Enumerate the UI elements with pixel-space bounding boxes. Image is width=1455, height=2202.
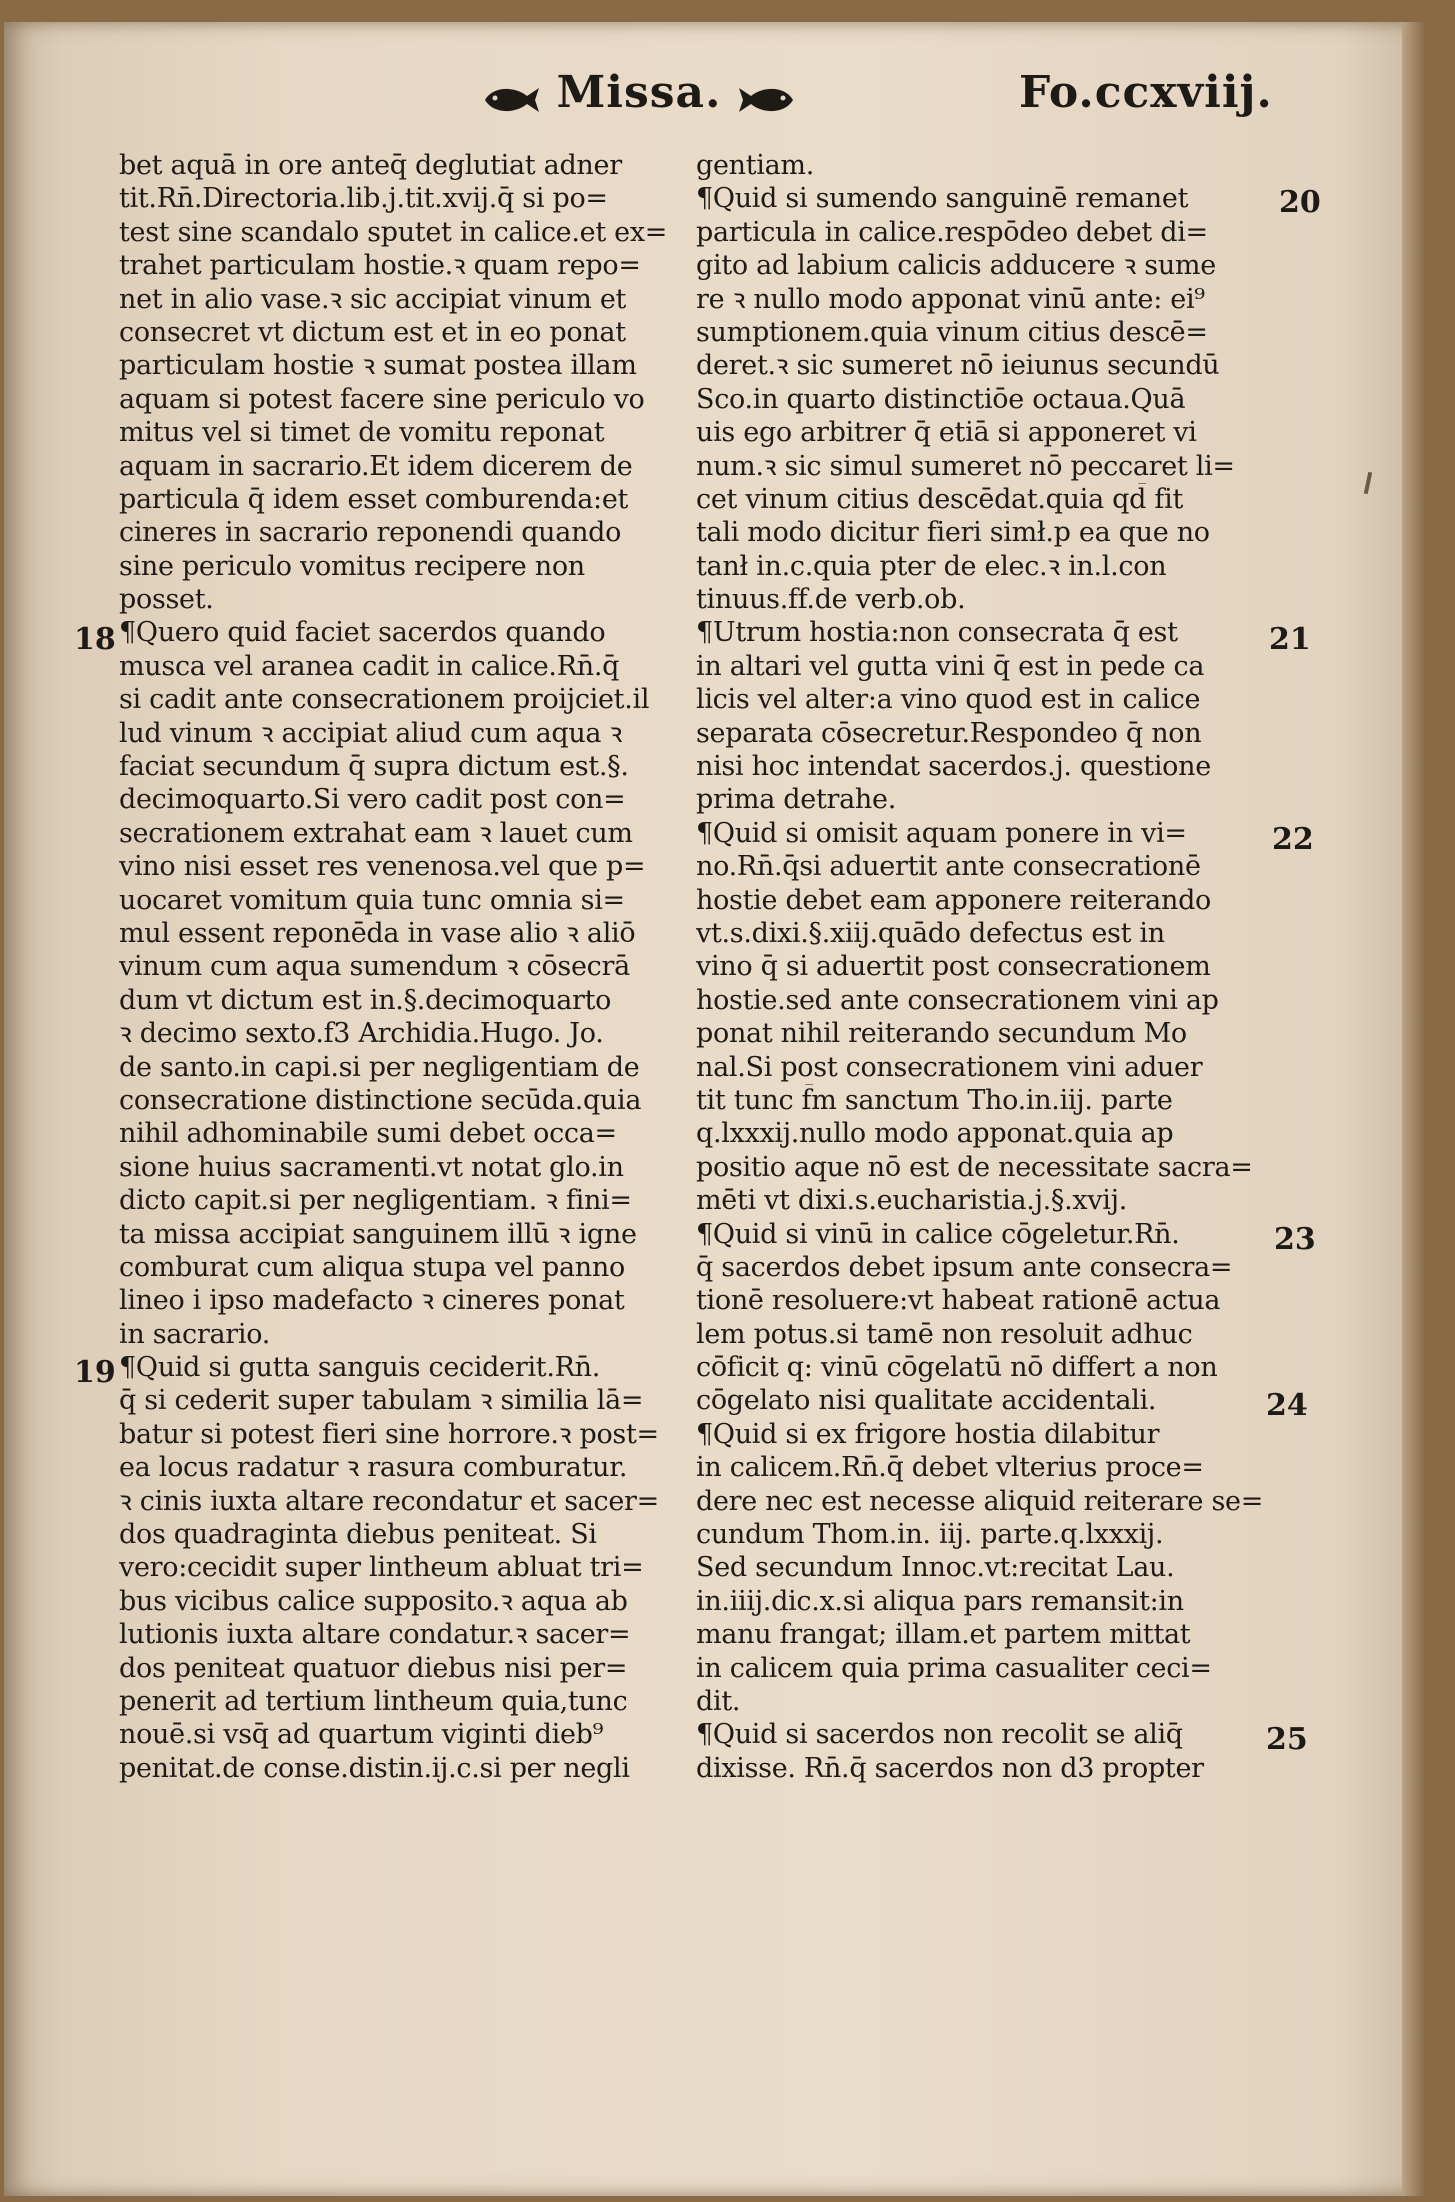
text-line: tionē resoluere:vt habeat rationē actua <box>696 1285 1221 1317</box>
text-line: gentiam. <box>696 150 815 181</box>
ink-mark <box>1364 472 1372 494</box>
text-line: vero:cecidit super lintheum abluat tri= <box>119 1552 644 1584</box>
text-line: dos quadraginta diebus peniteat. Si <box>119 1519 597 1551</box>
text-line: lud vinum ꝛ accipiat aliud cum aqua ꝛ <box>119 717 623 749</box>
left-fish-ornament-icon <box>481 78 543 114</box>
text-line: mitus vel si timet de vomitu reponat <box>119 417 605 449</box>
text-line: penitat.de conse.distin.ij.c.si per negli <box>119 1752 630 1784</box>
text-line: Sco.in quarto distinctiōe octaua.Quā <box>696 383 1186 415</box>
text-line: hostie.sed ante consecrationem vini ap <box>696 984 1219 1016</box>
text-line: sumptionem.quia vinum citius descē= <box>696 316 1208 348</box>
text-line: hostie debet eam apponere reiterando <box>696 884 1212 916</box>
text-line: dos peniteat quatuor diebus nisi per= <box>119 1652 628 1684</box>
text-line: ¶Quero quid faciet sacerdos quando <box>119 617 606 649</box>
text-line: dum vt dictum est in.§.decimoquarto <box>119 984 612 1016</box>
text-line: Sed secundum Innoc.vt:recitat Lau. <box>696 1552 1175 1584</box>
text-line: sine periculo vomitus recipere non <box>119 550 585 582</box>
text-line: de santo.in capi.si per negligentiam de <box>119 1051 640 1083</box>
text-line: lem potus.si tamē non resoluit adhuc <box>696 1318 1193 1350</box>
text-line: tit.Rn̄.Directoria.lib.j.tit.xvij.q̄ si po= <box>119 183 608 215</box>
text-line: faciat secundum q̄ supra dictum est.§. <box>119 751 629 783</box>
text-line: in sacrario. <box>119 1318 270 1350</box>
text-line: dicto capit.si per negligentiam. ꝛ fini= <box>119 1185 632 1217</box>
left-text-column <box>119 149 689 1785</box>
text-line: aquam si potest facere sine periculo vo <box>119 383 645 415</box>
text-line: ponat nihil reiterando secundum Mo <box>696 1018 1187 1050</box>
text-line: prima detrahe. <box>696 784 896 816</box>
text-line: nisi hoc intendat sacerdos.j. questione <box>696 751 1211 783</box>
text-line: dit. <box>696 1685 741 1717</box>
text-line: mēti vt dixi.s.eucharistia.j.§.xvij. <box>696 1185 1127 1217</box>
section-number-24: 24 <box>1266 1388 1308 1423</box>
text-line: licis vel alter:a vino quod est in calice <box>696 684 1201 716</box>
text-line: tit tunc f̄m sanctum Tho.in.iij. parte <box>696 1084 1173 1116</box>
text-line: ꝛ decimo sexto.f3 Archidia.Hugo. Jo. <box>119 1018 604 1050</box>
text-line: consecret vt dictum est et in eo ponat <box>119 316 626 348</box>
text-line: particula in calice.respōdeo debet di= <box>696 216 1208 248</box>
text-line: dere nec est necesse aliquid reiterare se= <box>696 1485 1264 1517</box>
text-line: lutionis iuxta altare condatur.ꝛ sacer= <box>119 1619 631 1651</box>
text-line: deret.ꝛ sic sumeret nō ieiunus secundū <box>696 350 1220 382</box>
text-line: ¶Quid si sumendo sanguinē remanet <box>696 183 1189 215</box>
text-line: decimoquarto.Si vero cadit post con= <box>119 784 626 816</box>
text-line: q̄ sacerdos debet ipsum ante consecra= <box>696 1251 1233 1283</box>
section-number-22: 22 <box>1272 822 1314 857</box>
text-line: cundum Thom.in. iij. parte.q.lxxxij. <box>696 1519 1164 1551</box>
text-line: gito ad labium calicis adducere ꝛ sume <box>696 250 1216 282</box>
text-line: ¶Quid si ex frigore hostia dilabitur <box>696 1418 1160 1450</box>
section-number-20: 20 <box>1279 185 1321 220</box>
section-number-21: 21 <box>1269 622 1311 657</box>
text-line: comburat cum aliqua stupa vel panno <box>119 1251 625 1283</box>
book-page <box>4 22 1424 2196</box>
text-line: uis ego arbitrer q̄ etiā si apponeret vi <box>696 417 1197 449</box>
text-line: uocaret vomitum quia tunc omnia si= <box>119 884 625 916</box>
section-number-25: 25 <box>1266 1722 1308 1757</box>
text-line: q.lxxxij.nullo modo apponat.quia ap <box>696 1118 1174 1150</box>
text-line: cōgelato nisi qualitate accidentali. <box>696 1385 1157 1417</box>
text-line: posset. <box>119 584 214 616</box>
text-line: ¶Quid si sacerdos non recolit se aliq̄ <box>696 1719 1183 1751</box>
text-line: no.Rn̄.q̄si aduertit ante consecrationē <box>696 851 1201 883</box>
text-line: secrationem extrahat eam ꝛ lauet cum <box>119 817 633 849</box>
text-line: q̄ si cederit super tabulam ꝛ similia lā= <box>119 1385 644 1417</box>
text-line: cineres in sacrario reponendi quando <box>119 517 622 549</box>
text-line: re ꝛ nullo modo apponat vinū ante: ei⁹ <box>696 283 1205 315</box>
page-header <box>4 67 1424 147</box>
text-line: vt.s.dixi.§.xiij.quādo defectus est in <box>696 917 1165 949</box>
text-line: penerit ad tertium lintheum quia,tunc <box>119 1685 628 1717</box>
text-line: vino q̄ si aduertit post consecrationem <box>696 951 1211 983</box>
text-line: ea locus radatur ꝛ rasura comburatur. <box>119 1452 628 1484</box>
text-line: musca vel aranea cadit in calice.Rn̄.q̄ <box>119 650 620 682</box>
text-line: consecratione distinctione secūda.quia <box>119 1084 642 1116</box>
text-line: nal.Si post consecrationem vini aduer <box>696 1051 1203 1083</box>
text-line: separata cōsecretur.Respondeo q̄ non <box>696 717 1202 749</box>
text-line: tanł in.c.quia pter de elec.ꝛ in.l.con <box>696 550 1167 582</box>
text-line: in calicem.Rn̄.q̄ debet vlterius proce= <box>696 1452 1204 1484</box>
text-line: cōficit q: vinū cōgelatū nō differt a non <box>696 1352 1218 1384</box>
folio-number: Fo.ccxviij. <box>1019 67 1273 118</box>
text-line: in.iiij.dic.x.si aliqua pars remansit:in <box>696 1585 1184 1617</box>
text-line: trahet particulam hostie.ꝛ quam repo= <box>119 250 641 282</box>
text-line: nouē.si vsq̄ ad quartum viginti dieb⁹ <box>119 1719 604 1751</box>
section-number-18: 18 <box>74 622 116 657</box>
text-line: particula q̄ idem esset comburenda:et <box>119 483 629 515</box>
text-line: mul essent reponēda in vase alio ꝛ aliō <box>119 917 636 949</box>
text-line: bus vicibus calice supposito.ꝛ aqua ab <box>119 1585 628 1617</box>
running-title: Missa. <box>556 67 722 118</box>
text-line: net in alio vase.ꝛ sic accipiat vinum et <box>119 283 627 315</box>
text-line: vino nisi esset res venenosa.vel que p= <box>119 851 646 883</box>
right-text-column <box>696 149 1266 1785</box>
text-line: batur si potest fieri sine horrore.ꝛ post= <box>119 1418 659 1450</box>
text-line: ta missa accipiat sanguinem illū ꝛ igne <box>119 1218 637 1250</box>
text-line: dixisse. Rn̄.q̄ sacerdos non d3 propter <box>696 1752 1204 1784</box>
text-line: in calicem quia prima casualiter ceci= <box>696 1652 1212 1684</box>
page-spine-edge <box>1402 22 1424 2196</box>
text-line: tinuus.ff.de verb.ob. <box>696 584 966 616</box>
text-line: vinum cum aqua sumendum ꝛ cōsecrā <box>119 951 630 983</box>
text-line: lineo i ipso madefacto ꝛ cineres ponat <box>119 1285 625 1317</box>
text-line: bet aquā in ore anteq̄ deglutiat adner <box>119 150 622 181</box>
text-line: ¶Quid si gutta sanguis ceciderit.Rn̄. <box>119 1352 601 1384</box>
text-line: tali modo dicitur fieri simł.p ea que no <box>696 517 1210 549</box>
text-line: ꝛ cinis iuxta altare recondatur et sacer= <box>119 1485 659 1517</box>
text-line: in altari vel gutta vini q̄ est in pede ca <box>696 650 1205 682</box>
text-line: sione huius sacramenti.vt notat glo.in <box>119 1151 624 1183</box>
text-line: ¶Utrum hostia:non consecrata q̄ est <box>696 617 1178 649</box>
section-number-23: 23 <box>1274 1222 1316 1257</box>
text-line: manu frangat; illam.et partem mittat <box>696 1619 1191 1651</box>
text-line: cet vinum citius descēdat.quia qd̄ fit <box>696 483 1184 515</box>
text-line: si cadit ante consecrationem proijciet.il <box>119 684 650 716</box>
right-fish-ornament-icon <box>735 78 797 114</box>
text-line: ¶Quid si omisit aquam ponere in vi= <box>696 817 1187 849</box>
text-line: nihil adhominabile sumi debet occa= <box>119 1118 617 1150</box>
text-line: test sine scandalo sputet in calice.et ex= <box>119 216 668 248</box>
section-number-19: 19 <box>74 1355 116 1390</box>
text-line: num.ꝛ sic simul sumeret nō peccaret li= <box>696 450 1235 482</box>
text-line: aquam in sacrario.Et idem dicerem de <box>119 450 633 482</box>
text-line: ¶Quid si vinū in calice cōgeletur.Rn̄. <box>696 1218 1180 1250</box>
text-line: positio aque nō est de necessitate sacra= <box>696 1151 1253 1183</box>
text-line: particulam hostie ꝛ sumat postea illam <box>119 350 637 382</box>
